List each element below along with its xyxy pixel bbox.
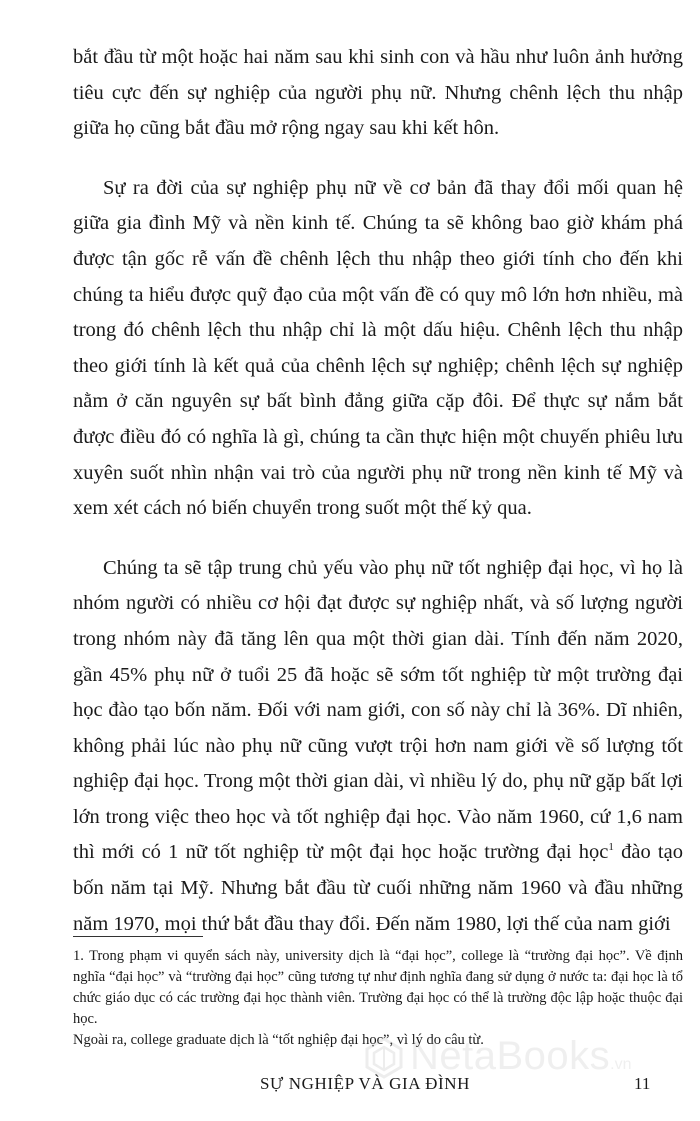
page-number: 11 [634, 1074, 651, 1093]
watermark-suffix: .vn [610, 1056, 632, 1073]
watermark-brand: NetaBooks [410, 1034, 611, 1078]
footnote-divider [73, 936, 203, 937]
footnote-1: 1. Trong phạm vi quyển sách này, university dịch là “đại học”, college là “trường đại học”. Về định nghĩa “đại học” và “trường đại học” cũng tương tự như định nghĩa đang sử dụng ở nước ta: đại học là tổ chức giáo dục có các trường đại học thành viên. Trường đại học có thể là trường độc lập hoặc thuộc đại học. [73, 948, 683, 1027]
body-text [73, 40, 683, 942]
paragraph-1: bắt đầu từ một hoặc hai năm sau khi sinh con và hầu như luôn ảnh hưởng tiêu cực đến sự nghiệp của người phụ nữ. Nhưng chênh lệch thu nhập giữa họ cũng bắt đầu mở rộng ngay sau khi kết hôn. [73, 46, 683, 140]
paragraph-2: Sự ra đời của sự nghiệp phụ nữ về cơ bản đã thay đổi mối quan hệ giữa gia đình Mỹ và nền kinh tế. Chúng ta sẽ không bao giờ khám phá được tận gốc rễ vấn đề chênh lệch thu nhập theo giới tính cho đến khi chúng ta hiểu được quỹ đạo của một vấn đề có quy mô lớn hơn nhiều, mà trong đó chênh lệch thu nhập chỉ là một dấu hiệu. Chênh lệch thu nhập theo giới tính là kết quả của chênh lệch sự nghiệp; chênh lệch sự nghiệp nằm ở căn nguyên sự bất bình đẳng giữa cặp đôi. Để thực sự nắm bắt được điều đó có nghĩa là gì, chúng ta cần thực hiện một chuyến phiêu lưu xuyên suốt nhìn nhận vai trò của người phụ nữ trong nền kinh tế Mỹ và xem xét cách nó biến chuyển trong suốt một thế kỷ qua. [73, 176, 683, 520]
footnote-reference[interactable]: 1 [608, 841, 614, 854]
paragraph-3 [73, 551, 683, 943]
footnote-1-continuation: Ngoài ra, college graduate dịch là “tốt nghiệp đại học”, vì lý do câu từ. [73, 1032, 484, 1048]
running-title: SỰ NGHIỆP VÀ GIA ĐÌNH [260, 1074, 470, 1093]
paragraph-3-part-1: Chúng ta sẽ tập trung chủ yếu vào phụ nữ tốt nghiệp đại học, vì họ là nhóm người có nhiều cơ hội đạt được sự nghiệp nhất, và số lượng người trong nhóm này đã tăng lên qua một thời gian dài. Tính đến năm 2020, gần 45% phụ nữ ở tuổi 25 đã hoặc sẽ sớm tốt nghiệp từ một trường đại học đào tạo bốn năm. Đối với nam giới, con số này chỉ là 36%. Dĩ nhiên, không phải lúc nào phụ nữ cũng vượt trội hơn nam giới về số lượng tốt nghiệp đại học. Trong một thời gian dài, vì nhiều lý do, phụ nữ gặp bất lợi lớn trong việc theo học và tốt nghiệp đại học. Vào năm 1960, cứ 1,6 nam thì mới có 1 nữ tốt nghiệp từ một đại học hoặc trường đại học [73, 556, 683, 864]
paragraph-3-part-2: đào tạo bốn năm tại Mỹ. Nhưng bắt đầu từ cuối những năm 1960 và đầu những năm 1970, mọi thứ bắt đầu thay đổi. Đến năm 1980, lợi thế của nam giới [73, 841, 683, 935]
page-footer [0, 1070, 700, 1110]
